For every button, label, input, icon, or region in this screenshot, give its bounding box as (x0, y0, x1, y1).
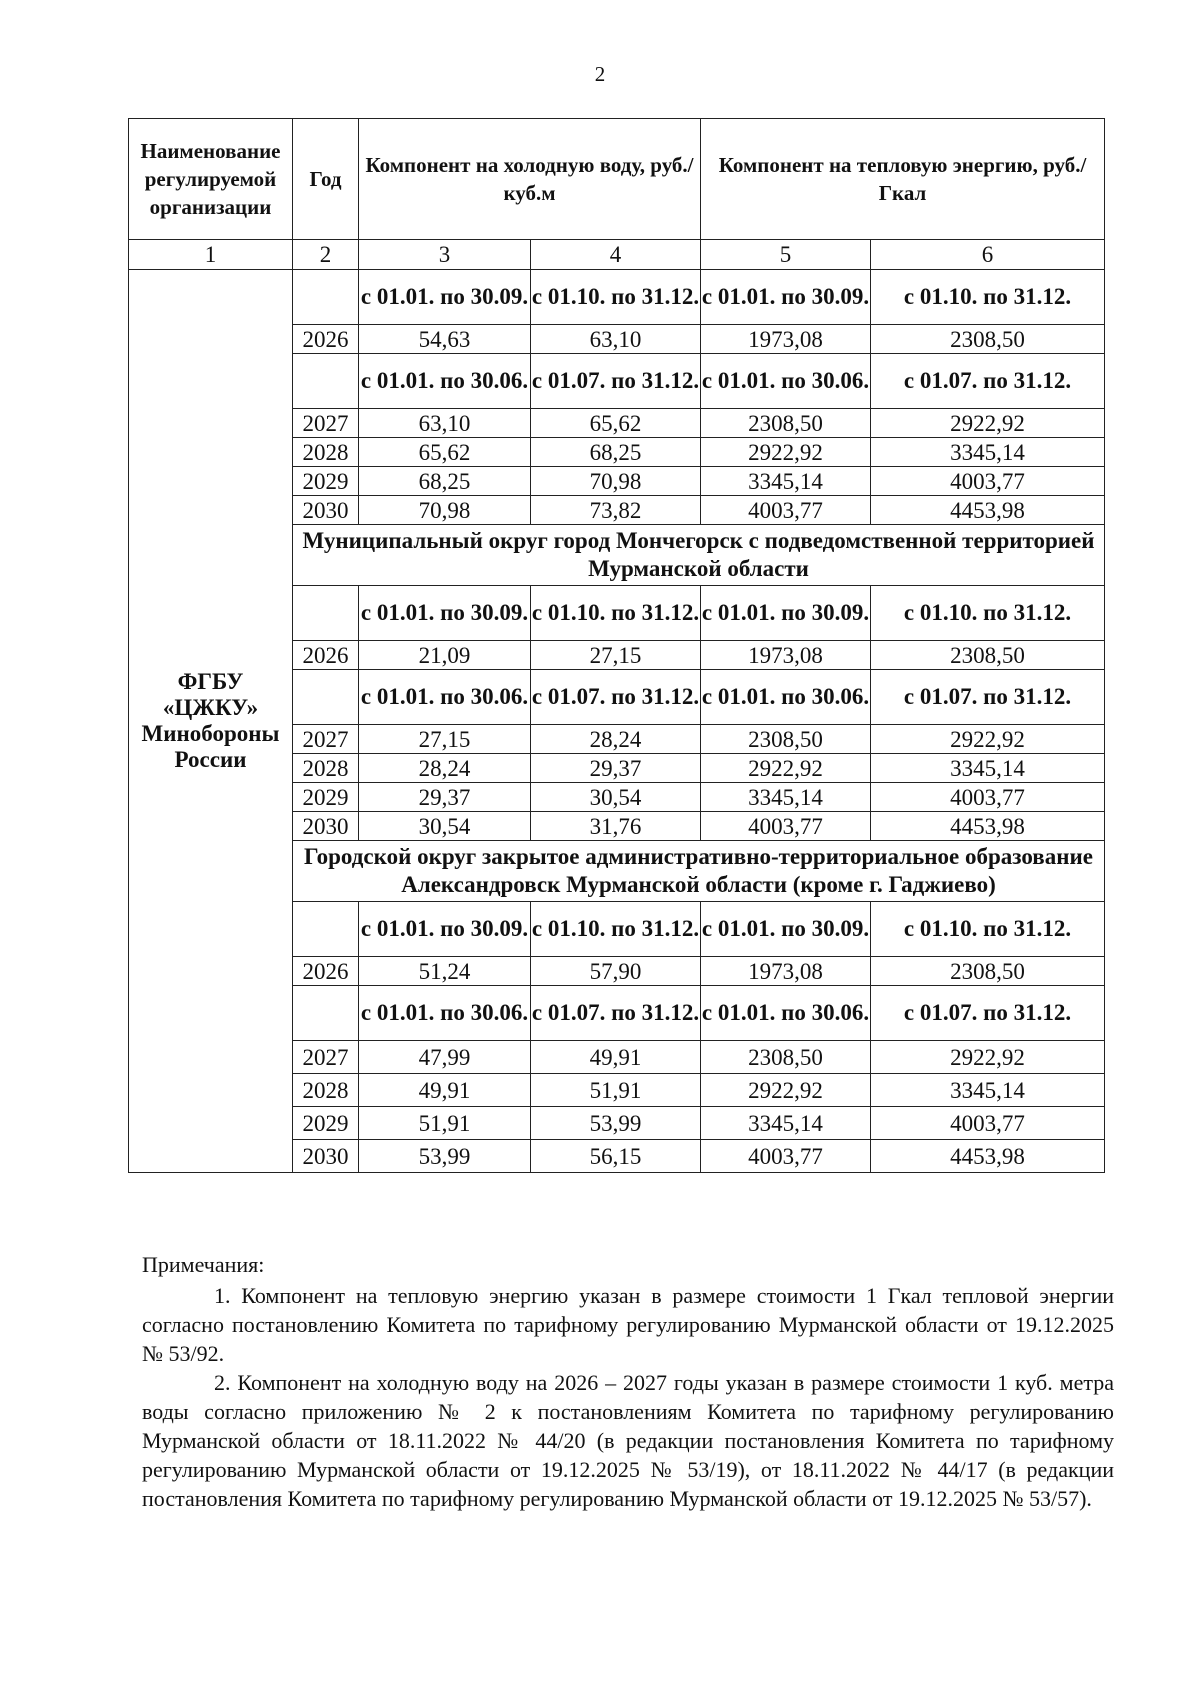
year-cell: 2028 (293, 438, 359, 467)
value-cell: 27,15 (531, 641, 701, 670)
value-cell: 3345,14 (701, 467, 871, 496)
note-item: 1. Компонент на тепловую энергию указан в размере стоимости 1 Гкал тепловой энергии согласно постановлению Комитета по тарифному регулированию Мурманской области от 19.12.2025 № 53/92. (142, 1283, 1114, 1366)
year-cell: 2026 (293, 325, 359, 354)
region-name: Муниципальный округ город Мончегорск с подведомственной территорией Мурманской области (293, 525, 1105, 586)
period-cell: с 01.07. по 31.12. (871, 986, 1105, 1041)
value-cell: 70,98 (531, 467, 701, 496)
period-cell: с 01.10. по 31.12. (871, 270, 1105, 325)
value-cell: 53,99 (531, 1107, 701, 1140)
value-cell: 29,37 (359, 783, 531, 812)
empty-cell (293, 670, 359, 725)
value-cell: 2922,92 (701, 438, 871, 467)
column-number: 6 (871, 240, 1105, 270)
period-cell: с 01.01. по 30.06. (359, 986, 531, 1041)
value-cell: 2308,50 (701, 409, 871, 438)
value-cell: 53,99 (359, 1140, 531, 1173)
period-cell: с 01.01. по 30.06. (359, 670, 531, 725)
value-cell: 3345,14 (871, 438, 1105, 467)
value-cell: 49,91 (531, 1041, 701, 1074)
value-cell: 4453,98 (871, 812, 1105, 841)
value-cell: 31,76 (531, 812, 701, 841)
value-cell: 70,98 (359, 496, 531, 525)
year-cell: 2029 (293, 1107, 359, 1140)
period-cell: с 01.10. по 31.12. (531, 902, 701, 957)
value-cell: 4003,77 (701, 812, 871, 841)
value-cell: 1973,08 (701, 325, 871, 354)
notes-title: Примечания: (142, 1252, 265, 1277)
organization-name: ФГБУ «ЦЖКУ» Минобороны России (129, 270, 293, 1173)
value-cell: 3345,14 (871, 754, 1105, 783)
value-cell: 2922,92 (871, 725, 1105, 754)
value-cell: 30,54 (359, 812, 531, 841)
column-number: 4 (531, 240, 701, 270)
value-cell: 2308,50 (701, 1041, 871, 1074)
value-cell: 73,82 (531, 496, 701, 525)
value-cell: 4003,77 (701, 496, 871, 525)
period-row (129, 270, 1105, 325)
period-cell: с 01.10. по 31.12. (871, 902, 1105, 957)
period-cell: с 01.01. по 30.06. (701, 354, 871, 409)
value-cell: 4003,77 (701, 1140, 871, 1173)
value-cell: 63,10 (531, 325, 701, 354)
value-cell: 51,91 (359, 1107, 531, 1140)
value-cell: 4003,77 (871, 467, 1105, 496)
value-cell: 2922,92 (871, 1041, 1105, 1074)
column-number: 2 (293, 240, 359, 270)
period-cell: с 01.07. по 31.12. (871, 354, 1105, 409)
header-cold-water: Компонент на холодную воду, руб./куб.м (359, 119, 701, 240)
value-cell: 4453,98 (871, 1140, 1105, 1173)
value-cell: 2308,50 (701, 725, 871, 754)
empty-cell (293, 354, 359, 409)
value-cell: 29,37 (531, 754, 701, 783)
period-cell: с 01.01. по 30.09. (701, 902, 871, 957)
period-cell: с 01.01. по 30.09. (701, 586, 871, 641)
year-cell: 2030 (293, 496, 359, 525)
value-cell: 1973,08 (701, 957, 871, 986)
column-number: 3 (359, 240, 531, 270)
value-cell: 56,15 (531, 1140, 701, 1173)
empty-cell (293, 586, 359, 641)
year-cell: 2030 (293, 1140, 359, 1173)
year-cell: 2027 (293, 1041, 359, 1074)
empty-cell (293, 986, 359, 1041)
column-number: 5 (701, 240, 871, 270)
period-cell: с 01.07. по 31.12. (531, 354, 701, 409)
value-cell: 2922,92 (701, 754, 871, 783)
value-cell: 28,24 (531, 725, 701, 754)
value-cell: 30,54 (531, 783, 701, 812)
period-cell: с 01.07. по 31.12. (531, 986, 701, 1041)
value-cell: 4003,77 (871, 1107, 1105, 1140)
value-cell: 65,62 (359, 438, 531, 467)
value-cell: 2922,92 (871, 409, 1105, 438)
header-heat: Компонент на тепловую энергию, руб./Гкал (701, 119, 1105, 240)
page-number: 2 (594, 62, 606, 86)
period-cell: с 01.01. по 30.06. (701, 670, 871, 725)
value-cell: 65,62 (531, 409, 701, 438)
column-number: 1 (129, 240, 293, 270)
period-cell: с 01.10. по 31.12. (871, 586, 1105, 641)
period-cell: с 01.01. по 30.09. (359, 586, 531, 641)
header-org: Наименование регулируемой организации (129, 119, 293, 240)
value-cell: 47,99 (359, 1041, 531, 1074)
period-cell: с 01.10. по 31.12. (531, 270, 701, 325)
value-cell: 3345,14 (871, 1074, 1105, 1107)
value-cell: 1973,08 (701, 641, 871, 670)
notes-section (142, 1250, 1114, 1513)
year-cell: 2030 (293, 812, 359, 841)
empty-cell (293, 902, 359, 957)
year-cell: 2028 (293, 754, 359, 783)
period-cell: с 01.01. по 30.09. (359, 902, 531, 957)
value-cell: 57,90 (531, 957, 701, 986)
period-cell: с 01.10. по 31.12. (531, 586, 701, 641)
value-cell: 3345,14 (701, 783, 871, 812)
region-name: Городской округ закрытое административно-территориальное образование Александровск Мурманской области (кроме г. Гаджиево) (293, 841, 1105, 902)
value-cell: 54,63 (359, 325, 531, 354)
value-cell: 2308,50 (871, 641, 1105, 670)
period-cell: с 01.07. по 31.12. (871, 670, 1105, 725)
value-cell: 2308,50 (871, 325, 1105, 354)
value-cell: 27,15 (359, 725, 531, 754)
empty-cell (293, 270, 359, 325)
value-cell: 21,09 (359, 641, 531, 670)
value-cell: 2922,92 (701, 1074, 871, 1107)
value-cell: 28,24 (359, 754, 531, 783)
header-row (129, 119, 1105, 240)
note-item: 2. Компонент на холодную воду на 2026 – 2027 годы указан в размере стоимости 1 куб. метра воды согласно приложению № 2 к постановлениям Комитета по тарифному регулированию Мурманской области от 18.11.2022 № 44/20 (в редакции постановления Комитета по тарифному регулированию Мурманской области от 19.12.2025 № 53/19), от 18.11.2022 № 44/17 (в редакции постановления Комитета по тарифному регулированию Мурманской области от 19.12.2025 № 53/57). (142, 1370, 1114, 1511)
value-cell: 3345,14 (701, 1107, 871, 1140)
year-cell: 2026 (293, 957, 359, 986)
value-cell: 4003,77 (871, 783, 1105, 812)
tariff-table (128, 118, 1105, 1173)
period-cell: с 01.01. по 30.06. (359, 354, 531, 409)
period-cell: с 01.01. по 30.06. (701, 986, 871, 1041)
value-cell: 68,25 (531, 438, 701, 467)
period-cell: с 01.01. по 30.09. (359, 270, 531, 325)
column-numbers-row (129, 240, 1105, 270)
value-cell: 51,91 (531, 1074, 701, 1107)
year-cell: 2028 (293, 1074, 359, 1107)
value-cell: 68,25 (359, 467, 531, 496)
value-cell: 49,91 (359, 1074, 531, 1107)
year-cell: 2026 (293, 641, 359, 670)
year-cell: 2029 (293, 467, 359, 496)
year-cell: 2027 (293, 409, 359, 438)
year-cell: 2027 (293, 725, 359, 754)
year-cell: 2029 (293, 783, 359, 812)
value-cell: 4453,98 (871, 496, 1105, 525)
header-year: Год (293, 119, 359, 240)
value-cell: 2308,50 (871, 957, 1105, 986)
value-cell: 63,10 (359, 409, 531, 438)
value-cell: 51,24 (359, 957, 531, 986)
period-cell: с 01.07. по 31.12. (531, 670, 701, 725)
period-cell: с 01.01. по 30.09. (701, 270, 871, 325)
